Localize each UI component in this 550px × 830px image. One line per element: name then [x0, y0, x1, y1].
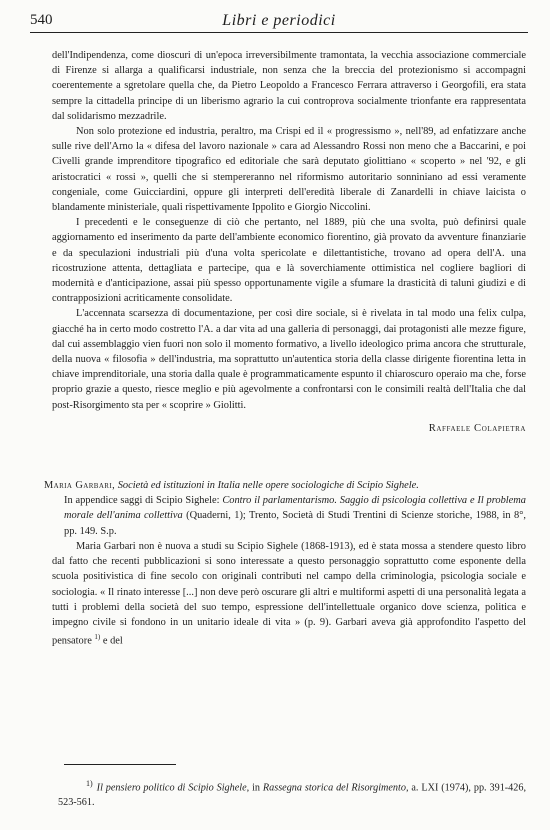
reviewer-signature: Raffaele Colapietra: [428, 422, 526, 434]
footnote-details: a. LXI (1974), pp. 391-426, 523-561.: [58, 782, 527, 809]
page-body: [44, 48, 526, 649]
appendix-works: Contro il parlamentarismo. Saggio di psicologia collettiva e Il problema morale dell'anima collettiva: [64, 495, 526, 522]
review1-paragraph: I precedenti e le conseguenze di ciò che pertanto, nel 1889, più che una svolta, può definirsi quale aggiornamento ed inserimento da parte dell'ambiente economico fiorentino, già provato da avventure finanziarie e da speculazioni industriali più d'una volta spericolate e dilettantistiche, trovano ad opera dell'A. una ricostruzione attenta, dettagliata e partecipe, qua e là soverchiamente ottimistica nel cogliere bagliori di modernità e d'anticipazione, assai più spesso opportunamente vigile a sfumare la drasticità di taluni giudizi e di contrapposizioni acriticamente consolidate.: [52, 217, 526, 305]
footnote-mark: 1): [86, 779, 93, 788]
publication-info: (Quaderni, 1); Trento, Società di Studi Trentini di Scienze storiche, 1988, in 8°, pp. 149. S.p.: [64, 510, 526, 537]
review1-paragraph: dell'Indipendenza, come dioscuri di un'epoca irreversibilmente tramontata, la vecchia associazione commerciale di Firenze si allarga a qualificarsi industriale, non senza che la breccia del protezionismo si accompagni coerentemente a sgretolare quella che, da Pietro Leopoldo a Francesco Ferrara attraverso i Georgofili, era stata sempre la cittadella principe di un liberismo agrario la cui controprova socialmente trionfante era rappresentata dal solidarismo mezzadrile.: [52, 50, 526, 122]
review2-text: Maria Garbari non è nuova a studi su Scipio Sighele (1868-1913), ed è stata mossa a stendere questo libro dal fatto che recenti pubblicazioni si sono interessate a questo personaggio soprattutto come esponente della scuola positivistica di fine secolo con originali contributi nel campo della criminologia, psicologia sociale e sociologia. « Il rinato interesse [...] non deve però oscurare gli altri e multiformi aspetti di una personalità legata a tutti i problemi della società del suo tempo, espressione dell'intellettuale organico dove scienza, politica e impegno civile si fondono in un unitario ideale di vita » (p. 9). Garbari aveva già approfondito l'aspetto del pensatore: [52, 540, 526, 647]
footnote-reference: 1): [94, 633, 101, 642]
book-details: [44, 493, 526, 539]
appendix-prefix: In appendice saggi di Scipio Sighele:: [64, 495, 220, 507]
review2-paragraph: [52, 539, 526, 649]
book-title: Società ed istituzioni in Italia nelle opere sociologiche di Scipio Sighele.: [117, 480, 419, 492]
review1-paragraph: L'accennata scarsezza di documentazione, per così dire sociale, si è rivelata in tal modo una felix culpa, giacché ha in certo modo costretto l'A. a dar vita ad una galleria di personaggi, dai protagonisti alle mezze figure, dal cui assemblaggio vien fuori non solo il momento formativo, a livello ideologico prima ancora che strutturale, della nuova « filosofia » dell'industria, ma soprattutto un'autentica storia della classe dirigente fiorentina letta in chiave imprenditoriale, una storia dalla quale è programmaticamente espunto il chiaroscuro operaio ma che, forse proprio grazie a questo, riesce meglio e più agevolmente a confrontarsi con le consimili realtà dell'Italia che dal post-Risorgimento sta per « scoprire » Giolitti.: [52, 308, 526, 411]
review2-text-end: e del: [102, 635, 123, 647]
footnote-title: Il pensiero politico di Scipio Sighele,: [96, 782, 250, 794]
running-title: Libri e periodici: [222, 12, 336, 29]
footnote-rule: [64, 764, 176, 765]
review2-heading: [44, 478, 526, 539]
header-rule: [30, 32, 528, 33]
book-author: Maria Garbari,: [44, 480, 116, 492]
page-number: 540: [30, 12, 53, 28]
footnote: [58, 776, 526, 810]
footnote-journal: Rassegna storica del Risorgimento,: [262, 782, 409, 794]
review1-paragraph: Non solo protezione ed industria, peraltro, ma Crispi ed il « progressismo », nell'89, ad enfatizzare anche sulle rive dell'Arno la « difesa del lavoro nazionale » cara ad Alessandro Rossi non meno che a Baccarini, e poi Civelli grande imprenditore tipografico ed editoriale che sarà deputato giolittiano « scoperto » nel '92, e gli aristocratici « rossi », quelli che si stempereranno nel riformismo autoritario sonniniano ad essi veramente congeniale, come Guicciardini, oppure gli interpreti dell'eredità liberale di Zanardelli in chiave laicista o blandamente ministeriale, quali rispettivamente Ippolito e Giorgio Niccolini.: [52, 126, 526, 214]
footnote-in: in: [252, 782, 261, 794]
